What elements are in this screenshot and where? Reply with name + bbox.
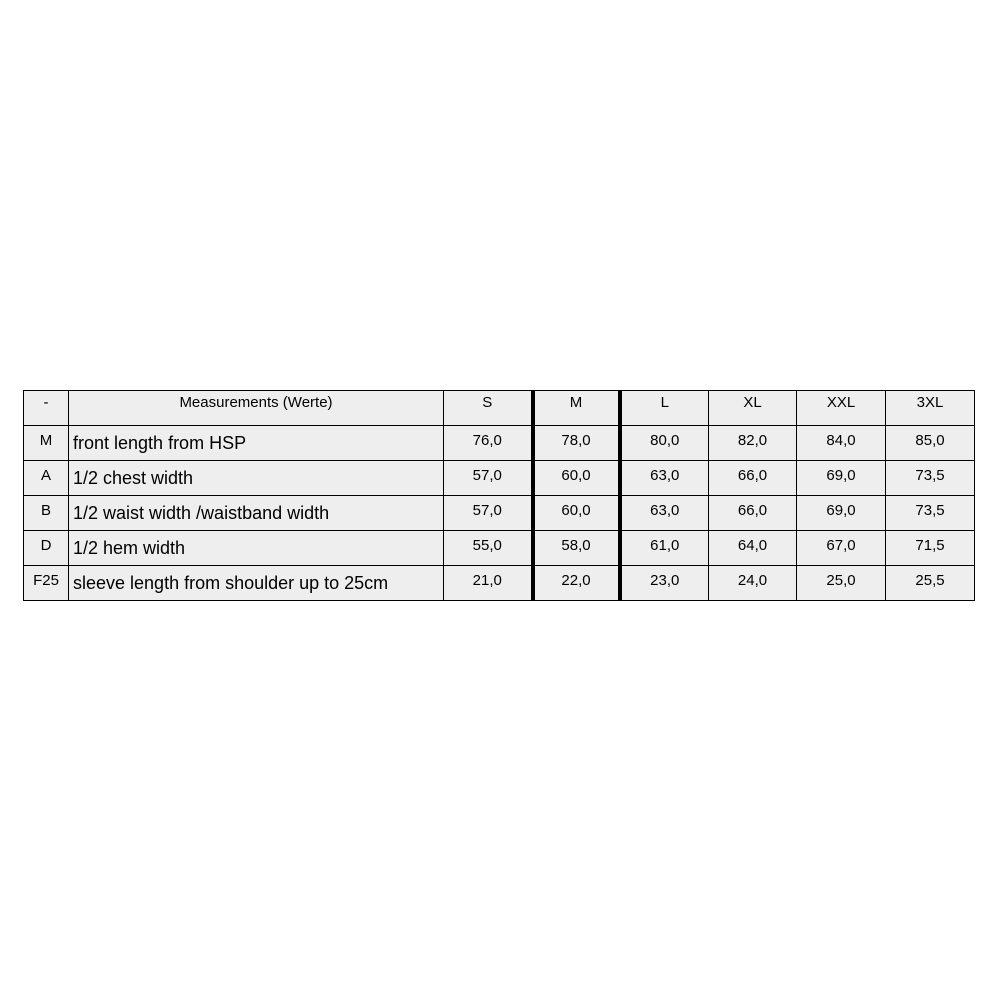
header-size-xxl: XXL — [797, 391, 886, 426]
value-cell-m: 60,0 — [533, 496, 620, 531]
row-code: F25 — [24, 566, 69, 601]
header-size-s: S — [444, 391, 533, 426]
value-cell-3xl: 73,5 — [886, 461, 975, 496]
row-code: B — [24, 496, 69, 531]
value-cell-xxl: 69,0 — [797, 461, 886, 496]
value-cell-3xl: 73,5 — [886, 496, 975, 531]
header-size-l: L — [620, 391, 709, 426]
value-cell-l: 23,0 — [620, 566, 709, 601]
row-description: sleeve length from shoulder up to 25cm — [69, 566, 444, 601]
value-cell-xl: 66,0 — [709, 461, 797, 496]
value-cell-xxl: 84,0 — [797, 426, 886, 461]
value-cell-xl: 64,0 — [709, 531, 797, 566]
header-measurements-cell: Measurements (Werte) — [69, 391, 444, 426]
row-description: 1/2 waist width /waistband width — [69, 496, 444, 531]
value-cell-s: 57,0 — [444, 461, 533, 496]
value-cell-l: 63,0 — [620, 461, 709, 496]
header-code-cell: - — [24, 391, 69, 426]
row-code: D — [24, 531, 69, 566]
value-cell-s: 76,0 — [444, 426, 533, 461]
row-description: 1/2 chest width — [69, 461, 444, 496]
value-cell-3xl: 25,5 — [886, 566, 975, 601]
value-cell-xxl: 25,0 — [797, 566, 886, 601]
value-cell-l: 63,0 — [620, 496, 709, 531]
value-cell-xxl: 67,0 — [797, 531, 886, 566]
value-cell-m: 60,0 — [533, 461, 620, 496]
value-cell-s: 55,0 — [444, 531, 533, 566]
table-row — [24, 496, 975, 531]
header-size-3xl: 3XL — [886, 391, 975, 426]
value-cell-xxl: 69,0 — [797, 496, 886, 531]
header-size-xl: XL — [709, 391, 797, 426]
value-cell-m: 78,0 — [533, 426, 620, 461]
row-code: M — [24, 426, 69, 461]
value-cell-xl: 24,0 — [709, 566, 797, 601]
size-chart-table — [23, 390, 975, 601]
value-cell-3xl: 71,5 — [886, 531, 975, 566]
value-cell-l: 80,0 — [620, 426, 709, 461]
row-description: 1/2 hem width — [69, 531, 444, 566]
value-cell-3xl: 85,0 — [886, 426, 975, 461]
value-cell-m: 58,0 — [533, 531, 620, 566]
value-cell-xl: 82,0 — [709, 426, 797, 461]
header-size-m: M — [533, 391, 620, 426]
table-header-row — [24, 391, 975, 426]
value-cell-s: 21,0 — [444, 566, 533, 601]
table-row — [24, 566, 975, 601]
table-row — [24, 461, 975, 496]
value-cell-l: 61,0 — [620, 531, 709, 566]
value-cell-m: 22,0 — [533, 566, 620, 601]
table-row — [24, 426, 975, 461]
row-code: A — [24, 461, 69, 496]
table-row — [24, 531, 975, 566]
row-description: front length from HSP — [69, 426, 444, 461]
value-cell-s: 57,0 — [444, 496, 533, 531]
value-cell-xl: 66,0 — [709, 496, 797, 531]
